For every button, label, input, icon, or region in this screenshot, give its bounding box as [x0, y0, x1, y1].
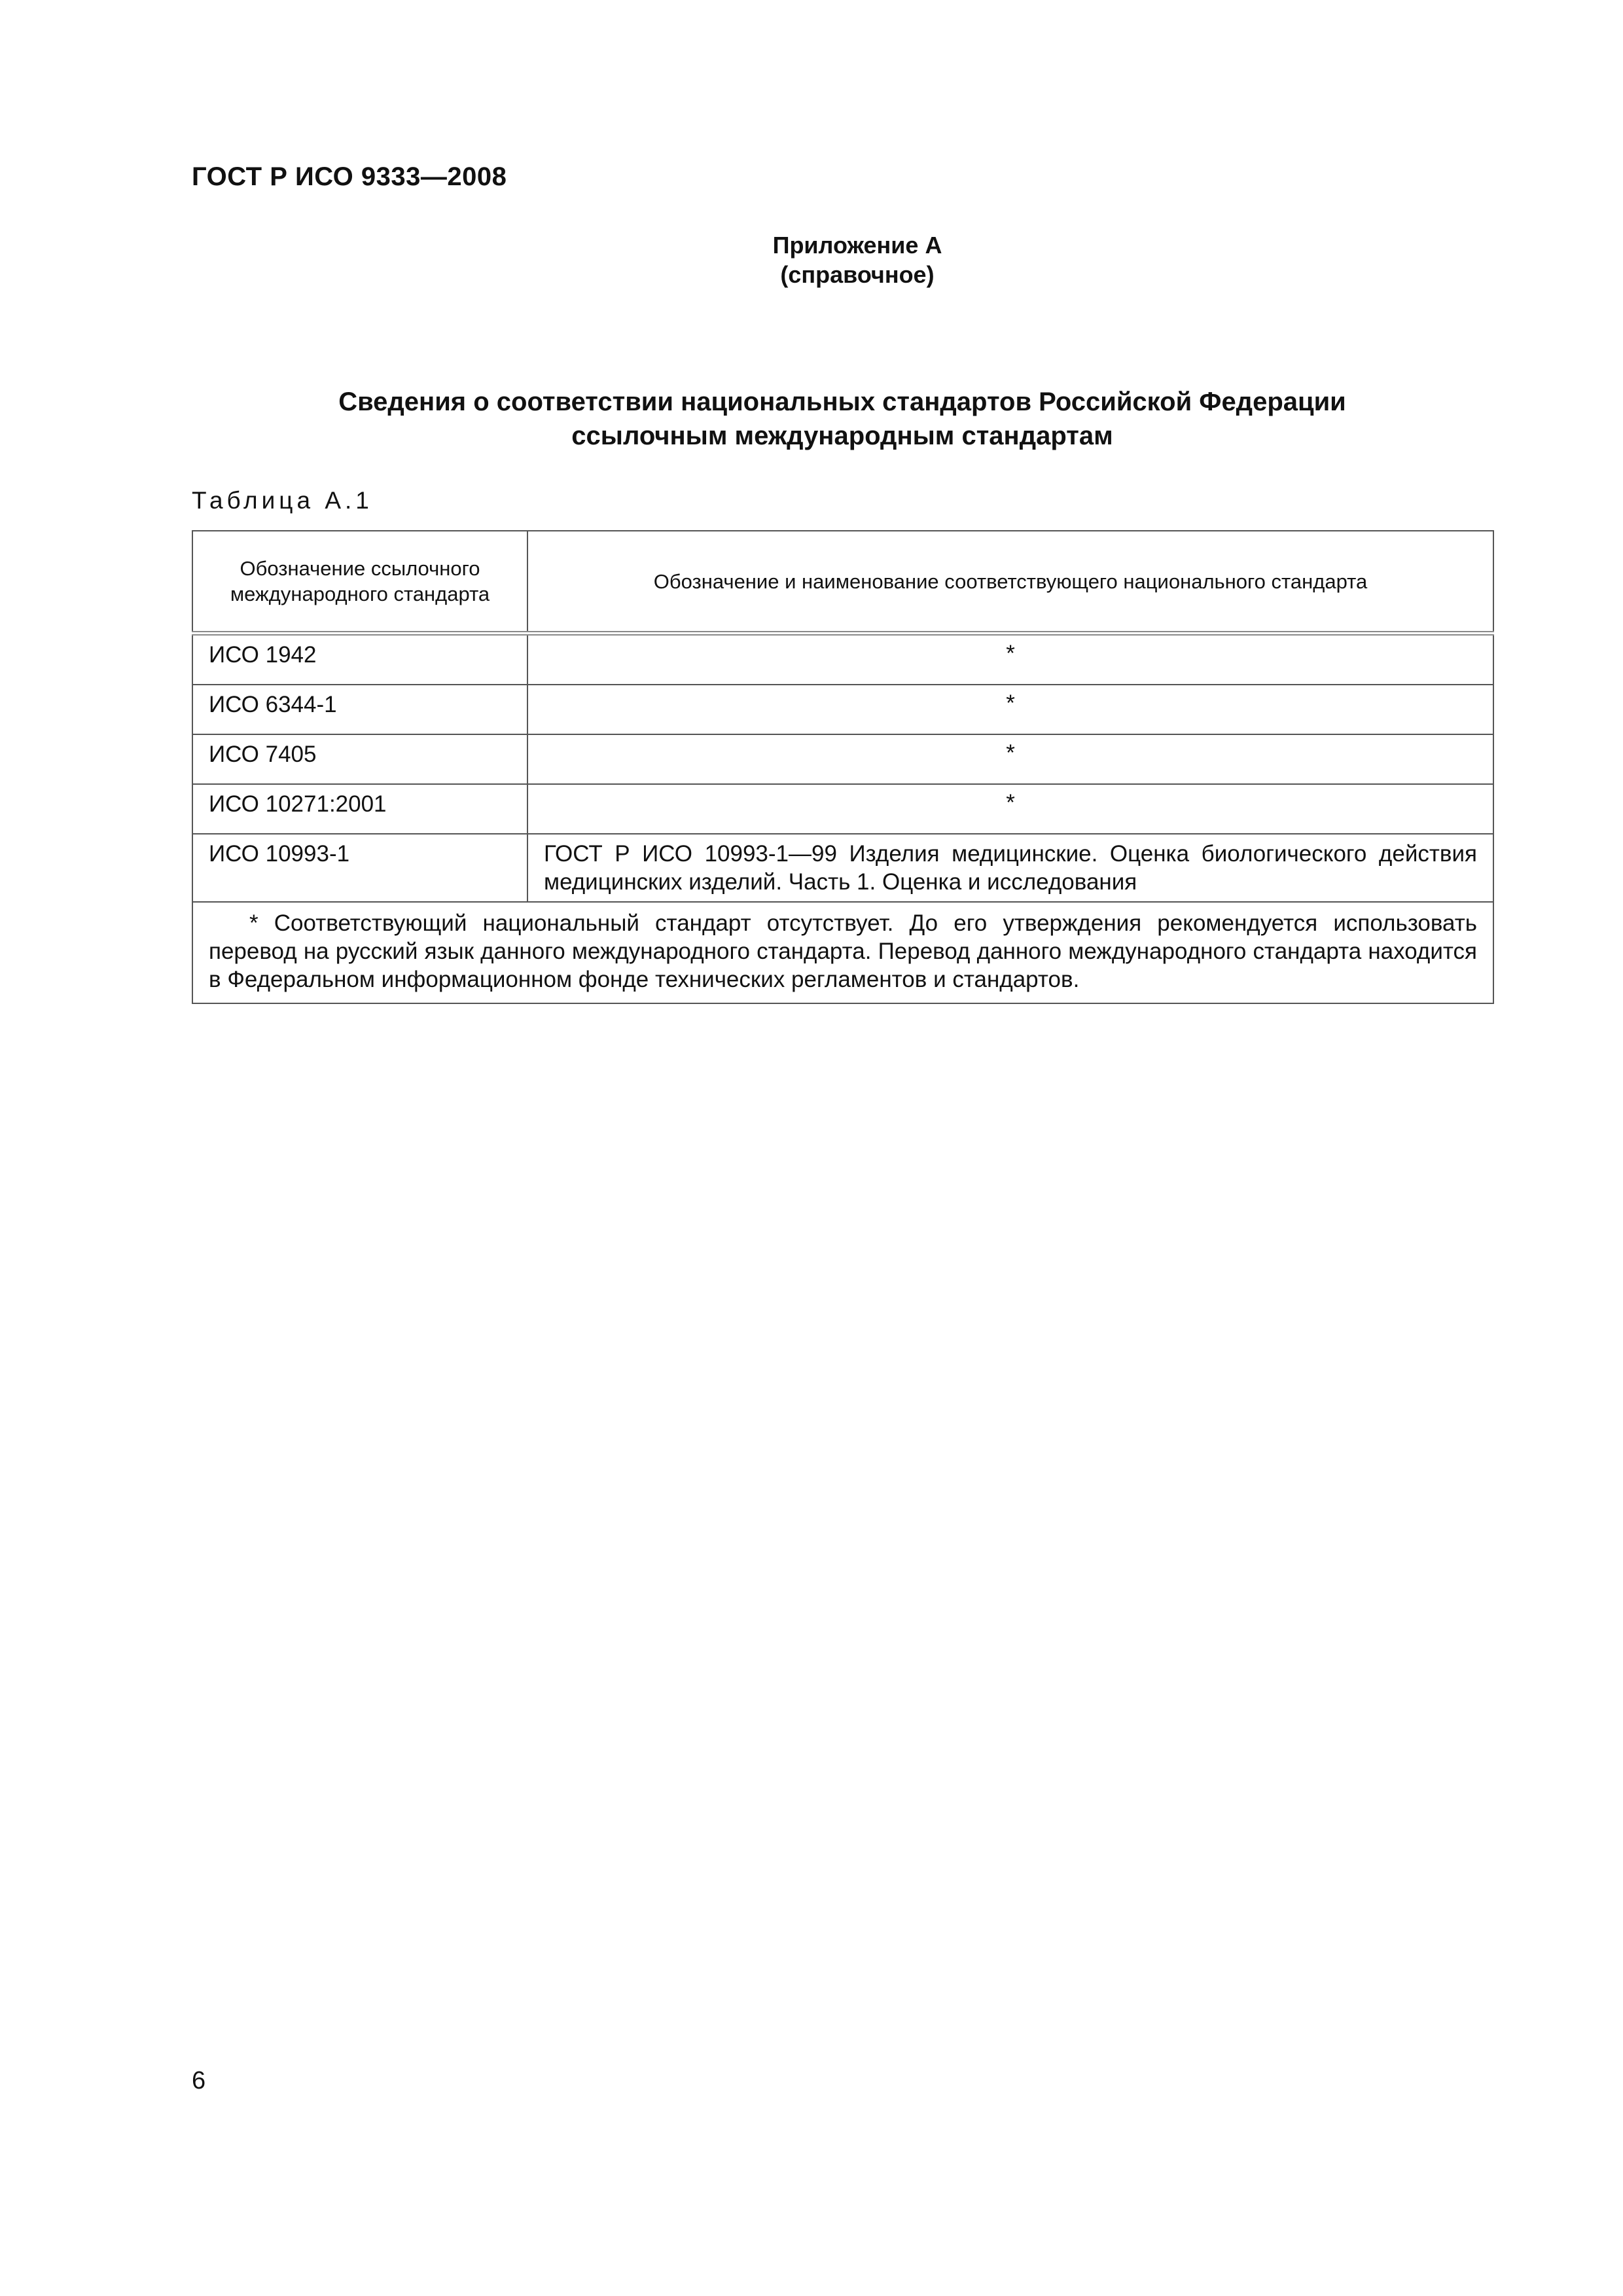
reference-standard-cell: ИСО 10271:2001: [192, 784, 527, 834]
table-footnote-row: [192, 902, 1493, 1003]
table-row: [192, 784, 1493, 834]
header-national-standard: Обозначение и наименование соответствующего национального стандарта: [527, 531, 1493, 634]
section-title: [192, 385, 1493, 453]
reference-standard-cell: ИСО 1942: [192, 634, 527, 685]
document-code: ГОСТ Р ИСО 9333—2008: [192, 162, 507, 191]
standards-table-container: [192, 530, 1493, 1004]
national-standard-cell: *: [527, 634, 1493, 685]
national-standard-cell: *: [527, 685, 1493, 734]
table-footnote: * Соответствующий национальный стандарт отсутствует. До его утверждения рекомендуется использовать перевод на русский язык данного международного стандарта. Перевод данного международного стандарта находится в Федеральном информационном фонде технических регламентов и стандартов.: [192, 902, 1493, 1003]
reference-standard-cell: ИСО 7405: [192, 734, 527, 784]
table-row: [192, 734, 1493, 784]
table-row: [192, 685, 1493, 734]
appendix-type: (справочное): [780, 261, 935, 288]
national-standard-cell: *: [527, 784, 1493, 834]
reference-standard-cell: ИСО 6344-1: [192, 685, 527, 734]
national-standard-cell: *: [527, 734, 1493, 784]
table-label: Таблица А.1: [192, 487, 373, 514]
table-header-row: [192, 531, 1493, 634]
appendix-heading: [694, 230, 1021, 289]
table-row: [192, 634, 1493, 685]
title-line-1: Сведения о соответствии национальных стандартов Российской Федерации: [338, 387, 1346, 416]
national-standard-cell: ГОСТ Р ИСО 10993-1—99 Изделия медицинские. Оценка биологического действия медицинских изделий. Часть 1. Оценка и исследования: [527, 834, 1493, 902]
page-number: 6: [192, 2067, 206, 2094]
header-reference-standard: Обозначение ссылочного международного стандарта: [192, 531, 527, 634]
standards-table: [192, 530, 1494, 1004]
table-row: [192, 834, 1493, 902]
reference-standard-cell: ИСО 10993-1: [192, 834, 527, 902]
appendix-label: Приложение А: [772, 232, 942, 259]
title-line-2: ссылочным международным стандартам: [571, 422, 1113, 450]
